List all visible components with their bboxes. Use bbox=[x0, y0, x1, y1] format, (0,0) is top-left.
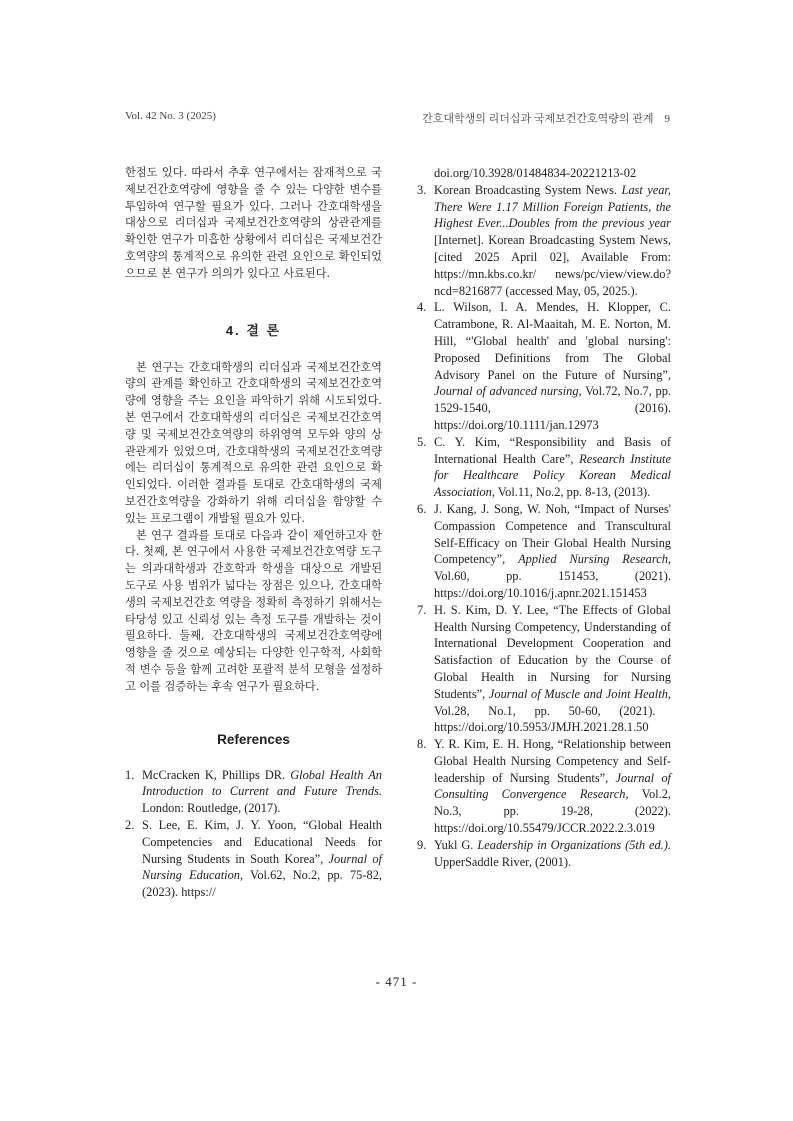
reference-item: 3. Korean Broadcasting System News. Last year, There Were 1.17 Million Foreign Patients, the Highest Ever...Doubles from the previous year [Internet]. Korean Broadcasting System News, [cited 2025 April 02], Available From: https://mn.kbs.co.kr/ news/pc/view/view.do?ncd=8216877 (accessed May, 05, 2025.). bbox=[417, 182, 671, 298]
journal-volume: Vol. 42 No. 3 (2025) bbox=[125, 110, 216, 122]
conclusion-paragraph-1: 본 연구는 간호대학생의 리더십과 국제보건간호역량의 관계를 확인하고 간호대학생의 국제보건간호역량에 영향을 주는 요인을 파악하기 위해 시도되었다. 본 연구에서 간호대학생의 리더십은 국제보건간호역량 및 국제보건간호역량의 하위영역 모두와 양의 상관관계가 있었으며, 간호대학생의 국제보건간호역량에는 리더십이 통계적으로 유의한 관련 요인으로 확인되었다. 이러한 결과를 토대로 간호대학생의 국제보건간호역량을 강화하기 위해 리더십을 함양할 수 있는 프로그램이 개발될 필요가 있다. bbox=[125, 360, 382, 525]
reference-item: 5. C. Y. Kim, “Responsibility and Basis of International Health Care”, Research Institute for Healthcare Policy Korean Medical Association, Vol.11, No.2, pp. 8-13, (2013). bbox=[417, 434, 671, 500]
left-column bbox=[125, 165, 382, 901]
reference-continuation: doi.org/10.3928/01484834-20221213-02 bbox=[434, 166, 637, 180]
reference-item: 4. L. Wilson, I. A. Mendes, H. Klopper, C. Catrambone, R. Al-Maaitah, M. E. Norton, M. Hill, “'Global health' and 'global nursing': Proposed Definitions from The Global Advisory Panel on the Future of Nursing”, Journal of advanced nursing, Vol.72, No.7, pp. 1529-1540, (2016). https://doi.org/10.1111/jan.12973 bbox=[417, 300, 671, 432]
reference-item: 7. H. S. Kim, D. Y. Lee, “The Effects of Global Health Nursing Competency, Understanding of International Development Cooperation and Satisfaction of Education by the Course of Global Health in Nursing for Nursing Students”, Journal of Muscle and Joint Health, Vol.28, No.1, pp. 50-60, (2021). https://doi.org/10.5953/JMJH.2021.28.1.50 bbox=[417, 602, 671, 735]
reference-list-right bbox=[417, 182, 671, 871]
references-title: References bbox=[217, 731, 290, 747]
page-number: - 471 - bbox=[375, 974, 418, 989]
running-header bbox=[422, 110, 670, 126]
intro-paragraph: 한점도 있다. 따라서 추후 연구에서는 잠재적으로 국제보건간호역량에 영향을 줄 수 있는 다양한 변수를 투입하여 연구할 필요가 있다. 그러나 간호대학생을 대상으로 리더십과 국제보건간호역량의 상관관계를 확인한 연구가 미흡한 상황에서 리더십은 국제보건간호역량의 통계적으로 유의한 관련 요인으로 확인되었으므로 본 연구가 의의가 있다고 사료된다. bbox=[125, 166, 382, 280]
reference-item: 1. McCracken K, Phillips DR. Global Health An Introduction to Current and Future Trends. London: Routledge, (2017). bbox=[125, 767, 382, 816]
reference-item: 9. Yukl G. Leadership in Organizations (5th ed.). UpperSaddle River, (2001). bbox=[417, 837, 671, 869]
header-page-number: 9 bbox=[664, 113, 670, 125]
reference-item: 2. S. Lee, E. Kim, J. Y. Yoon, “Global Health Competencies and Educational Needs for Nursing Students in South Korea”, Journal of Nursing Education, Vol.62, No.2, pp. 75-82, (2023). https:// bbox=[125, 817, 382, 900]
reference-item: 6. J. Kang, J. Song, W. Noh, “Impact of Nurses' Compassion Competence and Transcultural Self-Efficacy on Their Global Health Nursing Competency”, Applied Nursing Research, Vol.60, pp. 151453, (2021). https://doi.org/10.1016/j.apnr.2021.151453 bbox=[417, 501, 671, 600]
reference-list-left bbox=[125, 767, 382, 901]
section-title: 4. 결 론 bbox=[225, 322, 282, 338]
reference-item: 8. Y. R. Kim, E. H. Hong, “Relationship between Global Health Nursing Competency and Self-leadership of Nursing Students”, Journal of Consulting Convergence Research, Vol.2, No.3, pp. 19-28, (2022). https://doi.org/10.55479/JCCR.2022.2.3.019 bbox=[417, 737, 672, 836]
running-title: 간호대학생의 리더십과 국제보건간호역량의 관계 bbox=[422, 113, 654, 125]
conclusion-paragraph-2: 본 연구 결과를 토대로 다음과 같이 제언하고자 한다. 첫째, 본 연구에서 사용한 국제보건간호역량 도구는 의과대학생과 간호학과 학생을 대상으로 개발된 도구로 사용 범위가 넓다는 장점은 있으나, 간호대학생의 국제보건간호 역량을 정확히 측정하기 위해서는 타당성 있고 신뢰성 있는 측정 도구를 개발하는 것이 필요하다. 둘째, 간호대학생의 국제보건간호역량에 영향을 줄 것으로 예상되는 다양한 인구학적, 사회학적 변수 등을 함께 고려한 포괄적 분석 모형을 설정하고 이를 검증하는 후속 연구가 필요하다. bbox=[125, 528, 382, 693]
right-column bbox=[417, 165, 671, 870]
